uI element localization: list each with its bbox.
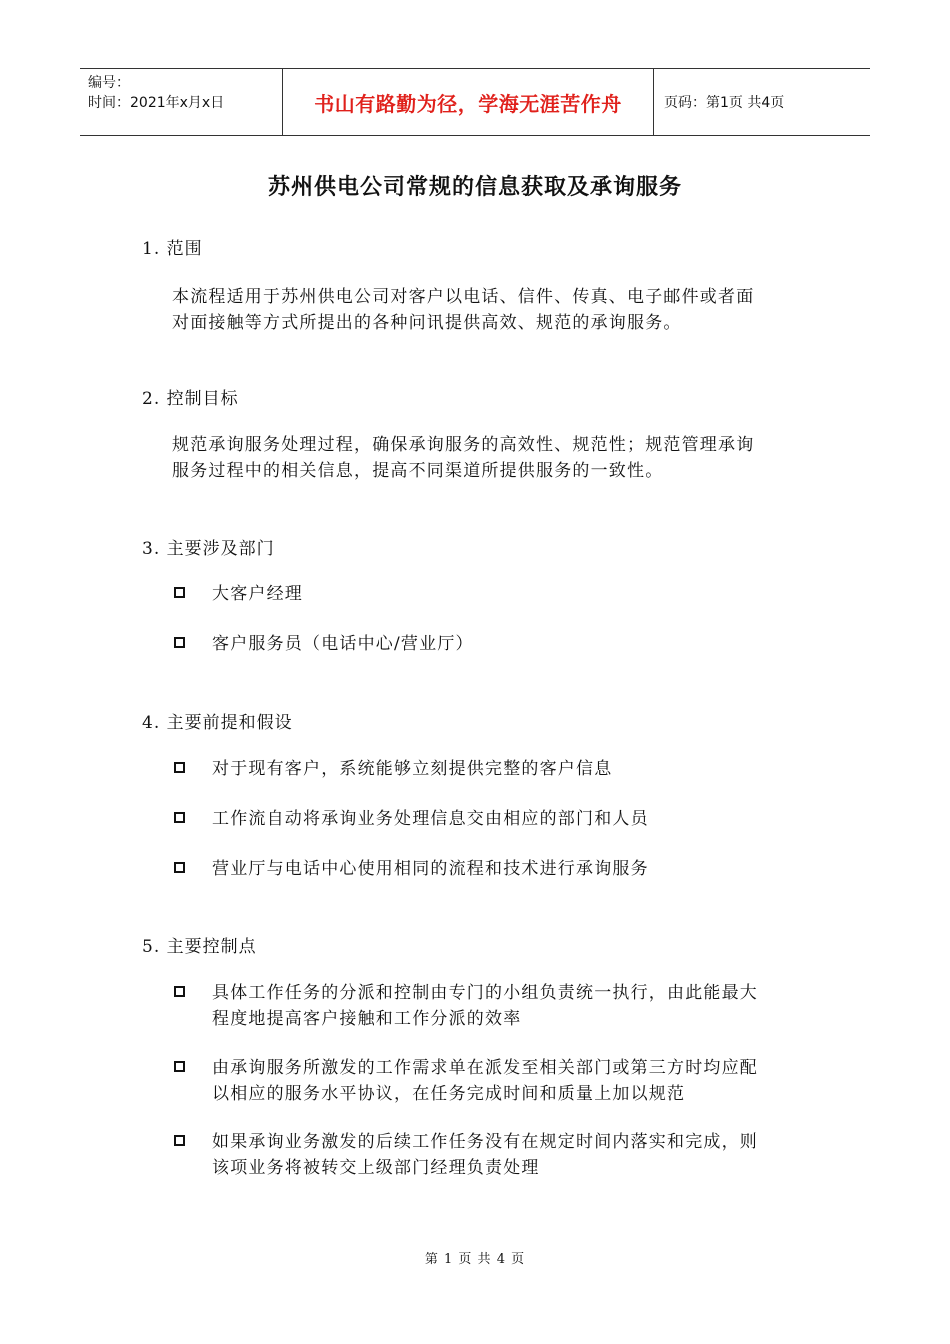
list-item-line: 由承询服务所激发的工作需求单在派发至相关部门或第三方时均应配 <box>212 1058 758 1078</box>
list-item <box>172 631 842 657</box>
list-item <box>172 581 842 607</box>
list-item-text <box>212 1055 842 1107</box>
list-item <box>172 806 842 832</box>
list-item-text: 大客户经理 <box>212 584 303 604</box>
list-item-line: 以相应的服务水平协议，在任务完成时间和质量上加以规范 <box>212 1084 686 1104</box>
list-item-text <box>212 1129 842 1181</box>
motto-text: 书山有路勤为径，学海无涯苦作舟 <box>314 91 622 116</box>
checkbox-icon <box>174 986 185 997</box>
list-item <box>172 856 842 882</box>
list-item-line: 具体工作任务的分派和控制由专门的小组负责统一执行，由此能最大 <box>212 983 758 1003</box>
list-item <box>172 980 842 1032</box>
section-1-heading: 1. 范围 <box>142 239 203 259</box>
list-item-text: 工作流自动将承询业务处理信息交由相应的部门和人员 <box>212 809 649 829</box>
checkbox-icon <box>174 587 185 598</box>
section-4-heading: 4. 主要前提和假设 <box>142 713 293 733</box>
section-2-paragraph <box>172 432 842 484</box>
time-label: 时间：2021年x月x日 <box>88 95 225 111</box>
list-item-line: 该项业务将被转交上级部门经理负责处理 <box>212 1158 540 1178</box>
list-item-text <box>212 980 842 1032</box>
section-5-heading: 5. 主要控制点 <box>142 937 257 957</box>
checkbox-icon <box>174 862 185 873</box>
document-title: 苏州供电公司常规的信息获取及承询服务 <box>267 175 682 200</box>
section-1-paragraph <box>172 284 842 336</box>
section-2-heading: 2. 控制目标 <box>142 389 239 409</box>
header-page-cell <box>654 69 870 135</box>
section-1-line-1: 本流程适用于苏州供电公司对客户以电话、信件、传真、电子邮件或者面 <box>172 287 755 307</box>
list-item-text: 对于现有客户，系统能够立刻提供完整的客户信息 <box>212 759 613 779</box>
checkbox-icon <box>174 1135 185 1146</box>
list-item-text: 客户服务员（电话中心/营业厅） <box>212 634 474 654</box>
section-1-line-2: 对面接触等方式所提出的各种问讯提供高效、规范的承询服务。 <box>172 313 682 333</box>
list-item-line: 如果承询业务激发的后续工作任务没有在规定时间内落实和完成，则 <box>212 1132 758 1152</box>
header-motto-cell <box>282 69 654 135</box>
list-item <box>172 756 842 782</box>
number-label: 编号： <box>88 75 130 91</box>
list-item-line: 程度地提高客户接触和工作分派的效率 <box>212 1009 522 1029</box>
checkbox-icon <box>174 1061 185 1072</box>
checkbox-icon <box>174 762 185 773</box>
checkbox-icon <box>174 812 185 823</box>
section-2-line-1: 规范承询服务处理过程，确保承询服务的高效性、规范性；规范管理承询 <box>172 435 755 455</box>
page-label: 页码：第1页 共4页 <box>664 95 785 111</box>
page-footer: 第 1 页 共 4 页 <box>424 1252 526 1267</box>
list-item <box>172 1129 842 1181</box>
list-item <box>172 1055 842 1107</box>
header-meta <box>80 69 282 135</box>
list-item-text: 营业厅与电话中心使用相同的流程和技术进行承询服务 <box>212 859 649 879</box>
section-2-line-2: 服务过程中的相关信息，提高不同渠道所提供服务的一致性。 <box>172 461 664 481</box>
section-3-heading: 3. 主要涉及部门 <box>142 539 275 559</box>
checkbox-icon <box>174 637 185 648</box>
header-table <box>80 68 870 136</box>
